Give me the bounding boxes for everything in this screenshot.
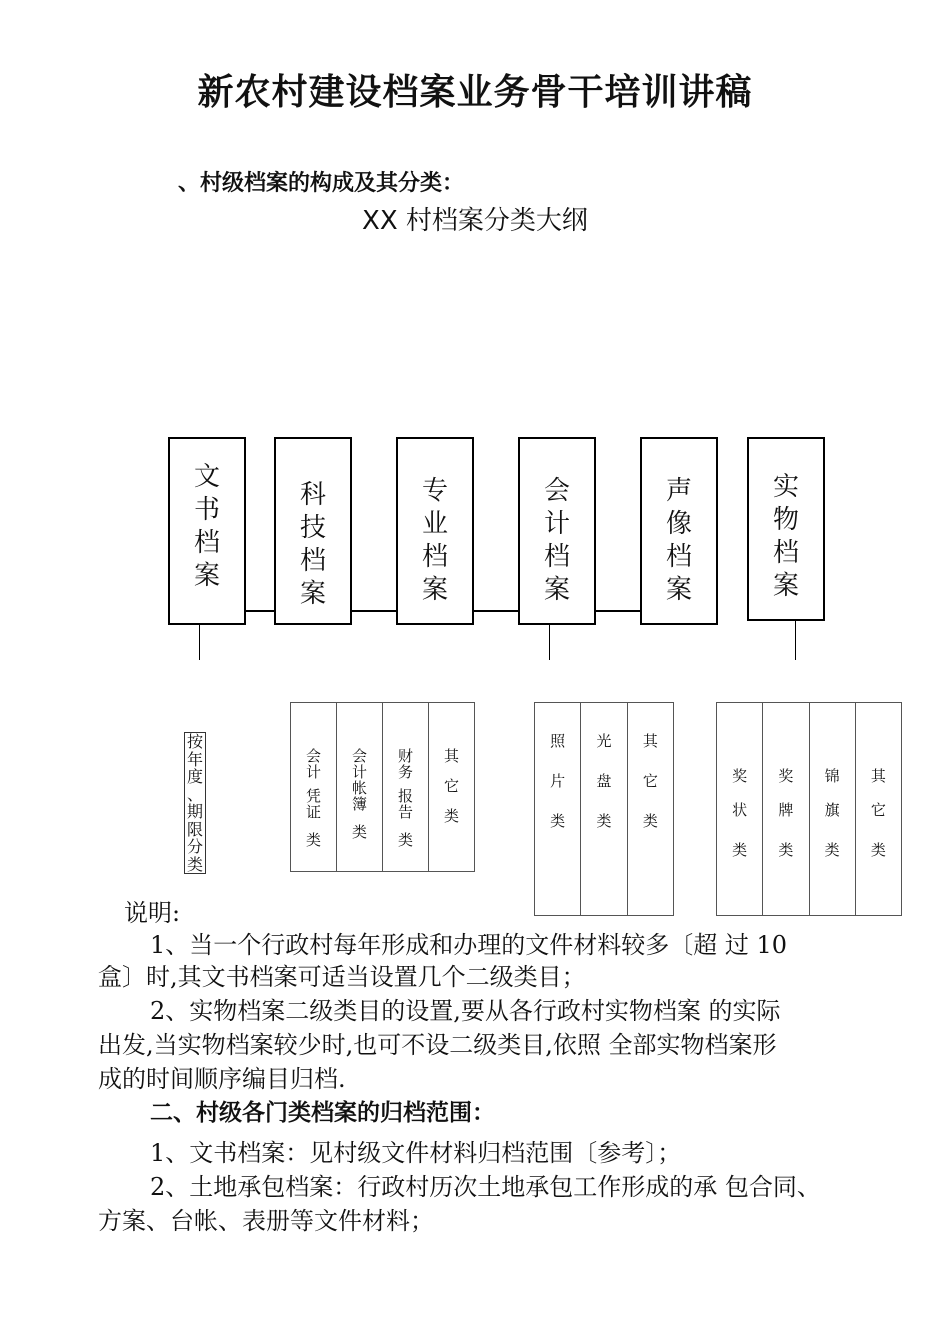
- accounting-subcategories: [290, 702, 475, 872]
- subcategory-cell: [581, 703, 627, 915]
- section1-heading: 、村级档案的构成及其分类：: [178, 171, 465, 196]
- category-box-wenshu: [168, 437, 246, 625]
- scope1: 1、文书档案：见村级文件材料归档范围〔参考〕；: [150, 1139, 682, 1167]
- subcategory-label: 锦 旗 类: [824, 767, 840, 859]
- category-box-zhuanye: [396, 437, 474, 625]
- subcategory-cell: [717, 703, 763, 915]
- drop-line-kuaiji: [549, 625, 550, 660]
- subcategory-label: 奖 状 类: [732, 767, 748, 859]
- note2-line1: 2、实物档案二级类目的设置,要从各行政村实物档案 的实际: [150, 997, 781, 1025]
- subcategory-cell: [383, 703, 429, 871]
- category-label: 实 物 档 案: [772, 472, 799, 601]
- drop-line-shiwu: [795, 621, 796, 660]
- scope2-line2: 方案、台帐、表册等文件材料；: [98, 1207, 434, 1235]
- section2-heading: 二、村级各门类档案的归档范围：: [150, 1100, 495, 1126]
- subcategory-cell: [291, 703, 337, 871]
- subcategory-cell: [763, 703, 809, 915]
- category-label: 文 书 档 案: [193, 462, 220, 591]
- subcategory-cell: [337, 703, 383, 871]
- subcategory-label: 其 它 类: [443, 747, 459, 825]
- subcategory-label: 光 盘 类: [596, 732, 612, 830]
- note2-line2: 出发,当实物档案较少时,也可不设二级类目,依照 全部实物档案形: [98, 1031, 777, 1059]
- av-subcategories: [534, 702, 674, 916]
- subcategory-label: 其 它 类: [870, 767, 886, 859]
- subcategory-label: 其 它 类: [642, 732, 658, 830]
- subcategory-label: 照 片 类: [550, 732, 566, 830]
- notes-heading: 说明:: [124, 899, 181, 927]
- note1-line1: 1、当一个行政村每年形成和办理的文件材料较多〔超 过 10: [150, 931, 788, 959]
- physical-subcategories: [716, 702, 902, 916]
- note2-line3: 成的时间顺序编目归档.: [98, 1065, 346, 1093]
- subcategory-cell: [535, 703, 581, 915]
- subcategory-cell: [810, 703, 856, 915]
- year-period-note: 按 年 度 、 期 限 分 类: [184, 732, 206, 874]
- category-box-keji: [274, 437, 352, 625]
- subcategory-label: 财 务 报 告 类: [397, 747, 413, 849]
- category-box-shengxiang: [640, 437, 718, 625]
- subcategory-cell: [628, 703, 673, 915]
- subcategory-label: 会 计 帐 簿 类: [351, 747, 367, 841]
- subcategory-label: 会 计 凭 证 类: [305, 747, 321, 849]
- category-label: 会 计 档 案: [543, 476, 570, 605]
- scope2-line1: 2、土地承包档案：行政村历次土地承包工作形成的承 包合同、: [150, 1173, 821, 1201]
- category-box-kuaiji: [518, 437, 596, 625]
- subcategory-label: 奖 牌 类: [778, 767, 794, 859]
- category-label: 科 技 档 案: [299, 480, 326, 609]
- category-label: 专 业 档 案: [421, 476, 448, 605]
- page-title: 新农村建设档案业务骨干培训讲稿: [197, 72, 753, 113]
- category-box-shiwu: [747, 437, 825, 621]
- category-label: 声 像 档 案: [665, 476, 692, 605]
- subcategory-cell: [856, 703, 901, 915]
- subcategory-cell: [429, 703, 474, 871]
- drop-line-wenshu: [199, 625, 200, 660]
- note1-line2: 盒〕时,其文书档案可适当设置几个二级类目；: [98, 963, 586, 991]
- outline-title: XX 村档案分类大纲: [362, 206, 588, 236]
